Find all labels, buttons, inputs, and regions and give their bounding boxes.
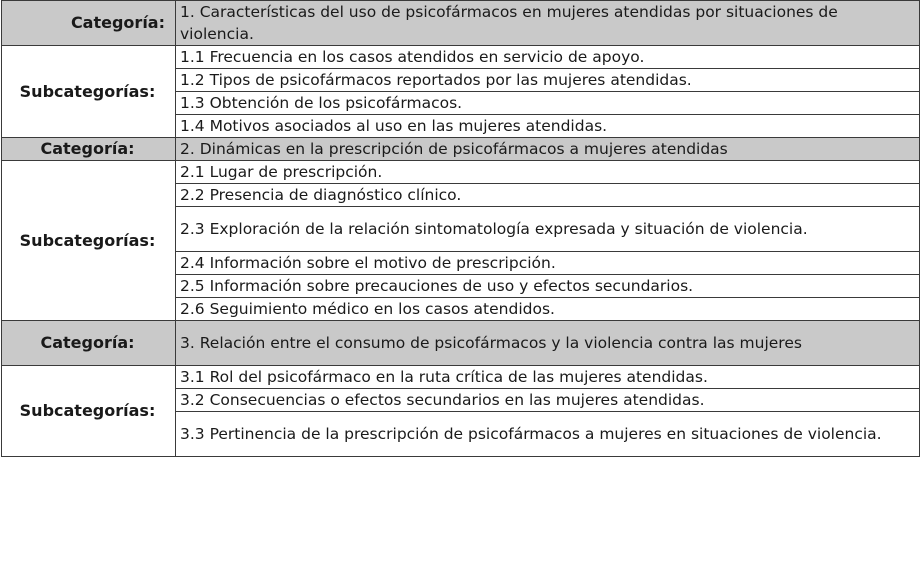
subcategory-item: 1.1 Frecuencia en los casos atendidos en servicio de apoyo. bbox=[176, 46, 920, 69]
subcategory-item: 2.3 Exploración de la relación sintomatología expresada y situación de violencia. bbox=[176, 207, 920, 252]
subcategory-item: 2.1 Lugar de prescripción. bbox=[176, 161, 920, 184]
category-row bbox=[2, 138, 920, 161]
category-text: 3. Relación entre el consumo de psicofármacos y la violencia contra las mujeres bbox=[176, 321, 920, 366]
category-row bbox=[2, 1, 920, 46]
subcategory-item: 1.3 Obtención de los psicofármacos. bbox=[176, 92, 920, 115]
subcategory-row bbox=[2, 46, 920, 69]
categories-table bbox=[1, 0, 920, 457]
subcategory-item: 1.2 Tipos de psicofármacos reportados por las mujeres atendidas. bbox=[176, 69, 920, 92]
subcategory-item: 2.6 Seguimiento médico en los casos atendidos. bbox=[176, 298, 920, 321]
category-row bbox=[2, 321, 920, 366]
category-label: Categoría: bbox=[2, 138, 176, 161]
category-text: 2. Dinámicas en la prescripción de psicofármacos a mujeres atendidas bbox=[176, 138, 920, 161]
category-text: 1. Características del uso de psicofármacos en mujeres atendidas por situaciones de violencia. bbox=[176, 1, 920, 46]
category-label: Categoría: bbox=[2, 1, 176, 46]
subcategory-row bbox=[2, 366, 920, 389]
subcategory-item: 2.2 Presencia de diagnóstico clínico. bbox=[176, 184, 920, 207]
subcategory-row bbox=[2, 161, 920, 184]
subcategory-item: 3.3 Pertinencia de la prescripción de psicofármacos a mujeres en situaciones de violencia. bbox=[176, 412, 920, 457]
category-label: Categoría: bbox=[2, 321, 176, 366]
subcategory-label: Subcategorías: bbox=[2, 366, 176, 457]
subcategory-label: Subcategorías: bbox=[2, 46, 176, 138]
subcategory-item: 2.5 Información sobre precauciones de uso y efectos secundarios. bbox=[176, 275, 920, 298]
subcategory-item: 2.4 Información sobre el motivo de prescripción. bbox=[176, 252, 920, 275]
subcategory-item: 3.2 Consecuencias o efectos secundarios en las mujeres atendidas. bbox=[176, 389, 920, 412]
subcategory-label: Subcategorías: bbox=[2, 161, 176, 321]
subcategory-item: 3.1 Rol del psicofármaco en la ruta crítica de las mujeres atendidas. bbox=[176, 366, 920, 389]
subcategory-item: 1.4 Motivos asociados al uso en las mujeres atendidas. bbox=[176, 115, 920, 138]
